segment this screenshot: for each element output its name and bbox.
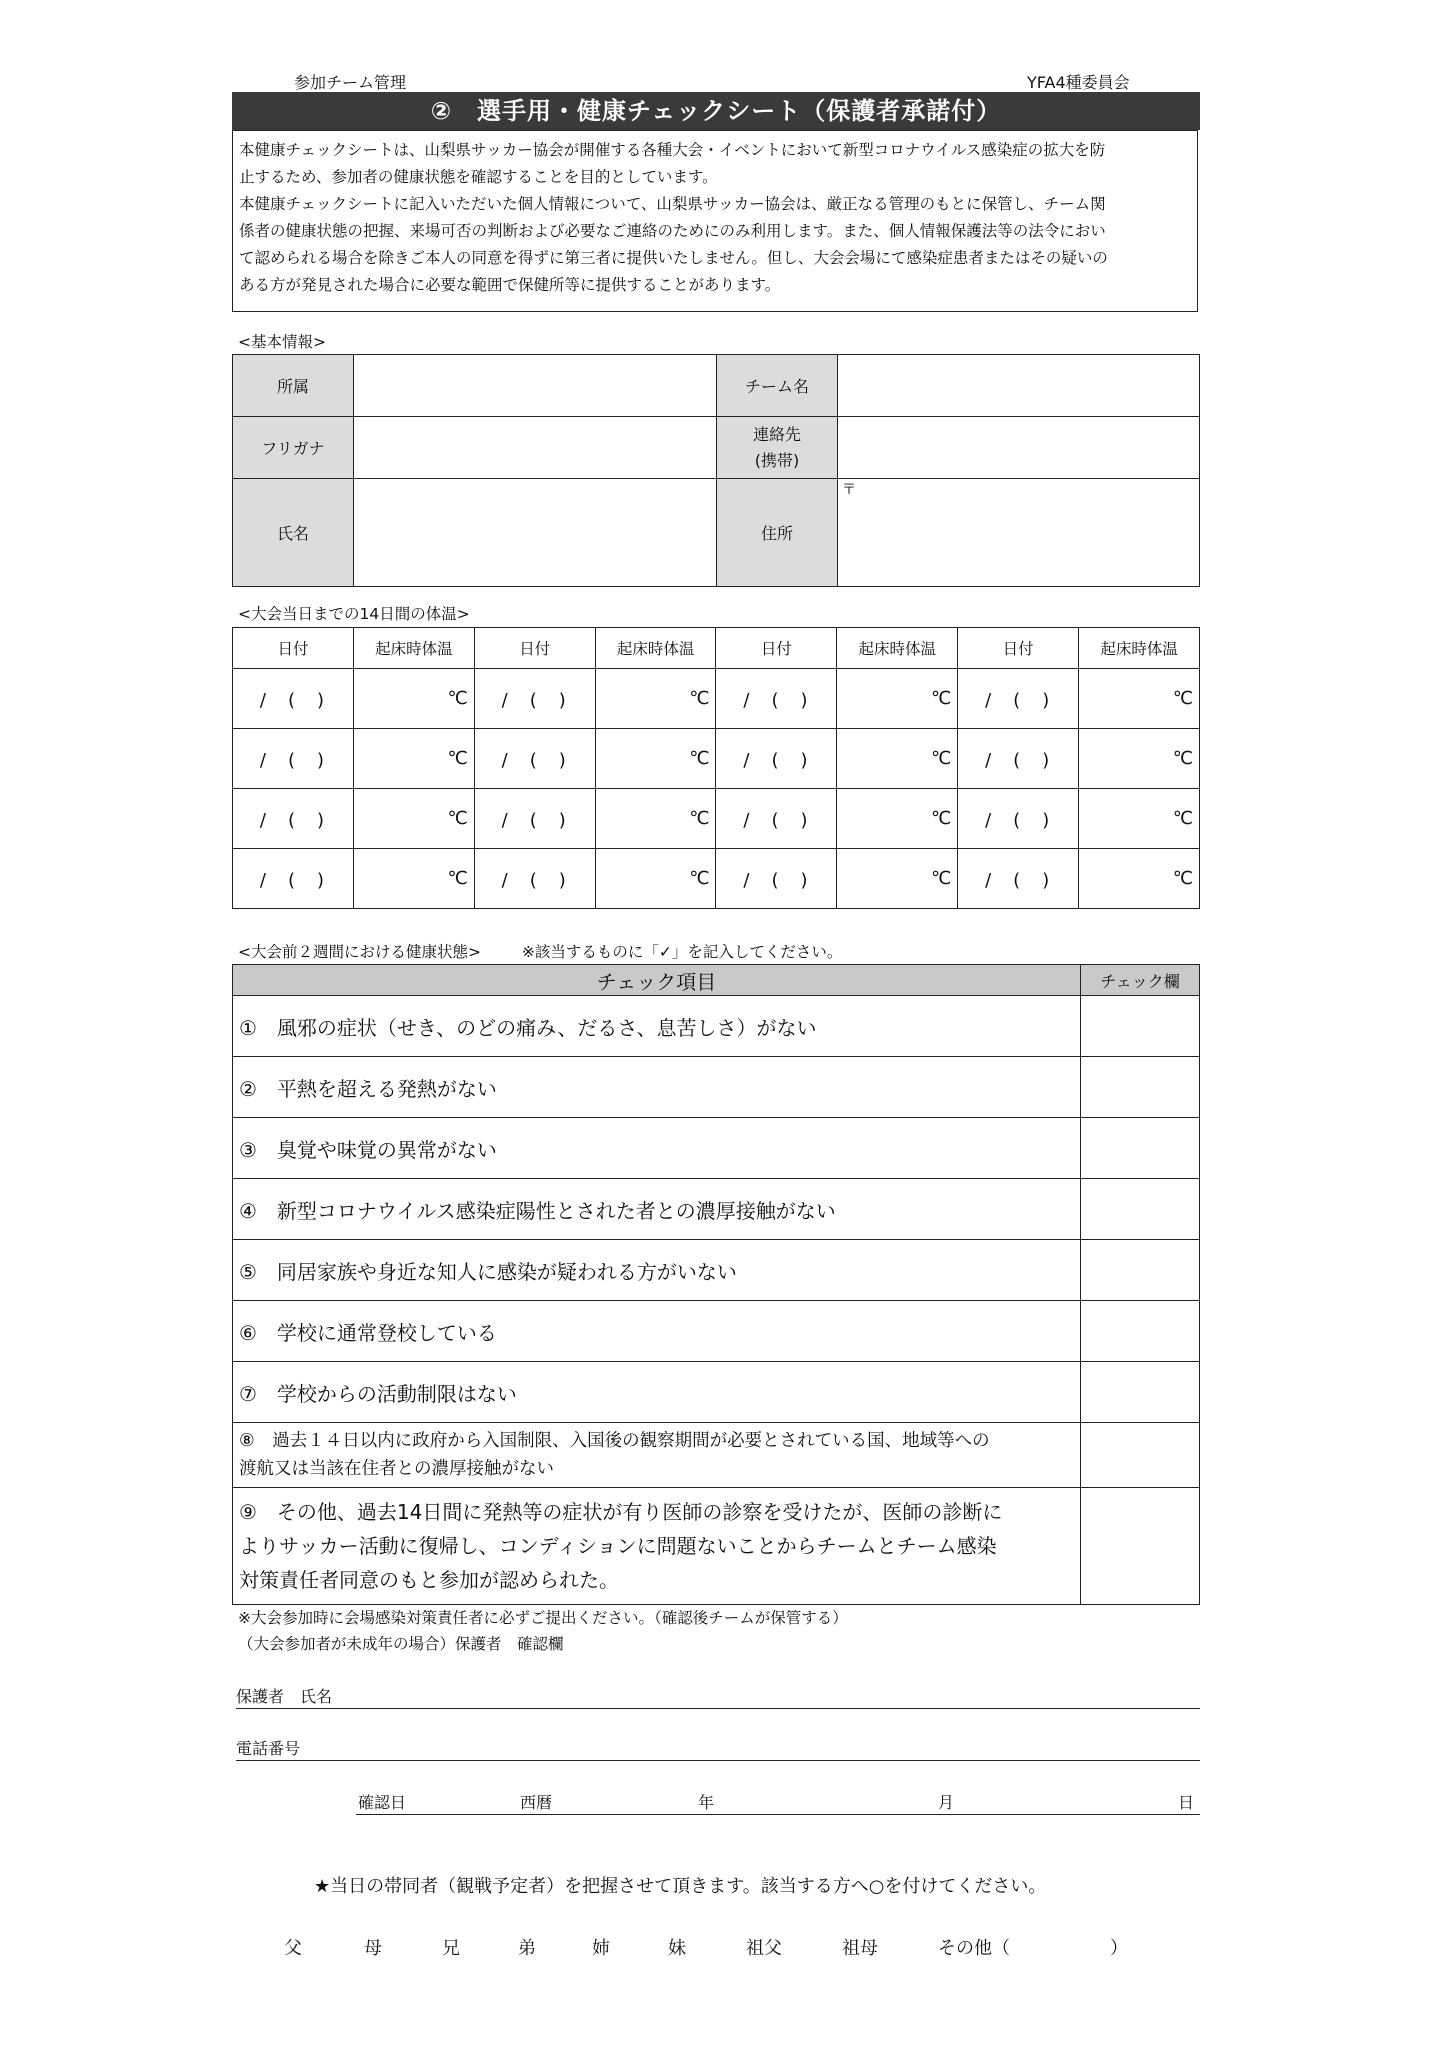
check-row [233, 1362, 1200, 1423]
temp-column-header: 起床時体温 [1079, 628, 1200, 669]
temp-column-header: 起床時体温 [595, 628, 716, 669]
companion-instruction: ★当日の帯同者（観戦予定者）を把握させて頂きます。該当する方へ○を付けてください。 [314, 1876, 1047, 1897]
temp-cell[interactable]: ℃ [837, 849, 958, 909]
date-cell[interactable]: / ( ) [233, 669, 354, 729]
intro-text-box [232, 130, 1198, 312]
intro-line: ある方が発見された場合に必要な範囲で保健所等に提供することがあります。 [239, 276, 781, 294]
check-row [233, 1179, 1200, 1240]
date-cell[interactable]: / ( ) [716, 789, 837, 849]
intro-line: 本健康チェックシートに記入いただいた個人情報について、山梨県サッカー協会は、厳正なる管理のもとに保管し、チーム関 [239, 195, 1106, 213]
confirm-date-field[interactable] [356, 1788, 1200, 1815]
check-box-cell[interactable] [1081, 1118, 1200, 1179]
companion-option-older-brother[interactable]: 兄 [442, 1938, 460, 1959]
date-cell[interactable]: / ( ) [474, 789, 595, 849]
date-column-header: 日付 [474, 628, 595, 669]
guardian-note: （大会参加者が未成年の場合）保護者 確認欄 [238, 1635, 564, 1653]
date-cell[interactable]: / ( ) [233, 729, 354, 789]
temp-column-header: 起床時体温 [353, 628, 474, 669]
check-instruction: ※該当するものに「✓」を記入してください。 [521, 943, 843, 961]
contact-label-line: (携帯) [754, 450, 800, 470]
check-box-cell[interactable] [1081, 1362, 1200, 1423]
submit-note: ※大会参加時に会場感染対策責任者に必ずご提出ください。（確認後チームが保管する） [238, 1609, 848, 1627]
check-row [233, 1240, 1200, 1301]
companion-option-mother[interactable]: 母 [364, 1938, 382, 1959]
health-check-table [232, 964, 1200, 1605]
basic-info-table [232, 354, 1200, 587]
intro-line: 本健康チェックシートは、山梨県サッカー協会が開催する各種大会・イベントにおいて新型コロナウイルス感染症の拡大を防 [239, 141, 1106, 159]
companion-option-other-close: ） [1110, 1938, 1128, 1959]
temp-cell[interactable]: ℃ [595, 789, 716, 849]
check-item-text: ① 風邪の症状（せき、のどの痛み、だるさ、息苦しさ）がない [233, 996, 1081, 1057]
header-right-label: YFA4種委員会 [1027, 73, 1130, 92]
check-item-text: ③ 臭覚や味覚の異常がない [233, 1118, 1081, 1179]
header-left-label: 参加チーム管理 [294, 73, 407, 92]
shozoku-label: 所属 [233, 355, 354, 417]
check-box-cell[interactable] [1081, 1301, 1200, 1362]
furigana-label: フリガナ [233, 417, 354, 479]
temp-column-header: 起床時体温 [837, 628, 958, 669]
intro-line: 止するため、参加者の健康状態を確認することを目的としています。 [239, 168, 718, 186]
date-cell[interactable]: / ( ) [474, 729, 595, 789]
check-box-cell[interactable] [1081, 1423, 1200, 1488]
check-row [233, 1118, 1200, 1179]
check-item-line: よりサッカー活動に復帰し、コンディションに問題ないことからチームとチーム感染 [239, 1534, 997, 1558]
check-item-text: ⑤ 同居家族や身近な知人に感染が疑われる方がいない [233, 1240, 1081, 1301]
temp-cell[interactable]: ℃ [353, 849, 474, 909]
companion-option-other[interactable]: その他（ [938, 1938, 1010, 1959]
date-cell[interactable]: / ( ) [716, 669, 837, 729]
confirm-date-label: 確認日 [358, 1793, 407, 1812]
date-cell[interactable]: / ( ) [958, 669, 1079, 729]
temp-cell[interactable]: ℃ [837, 729, 958, 789]
contact-label [717, 417, 838, 479]
check-row [233, 1057, 1200, 1118]
month-label: 月 [938, 1793, 955, 1812]
date-cell[interactable]: / ( ) [233, 849, 354, 909]
companion-option-grandfather[interactable]: 祖父 [746, 1938, 782, 1959]
check-item-line: ⑧ 過去１４日以内に政府から入国制限、入国後の観察期間が必要とされている国、地域等への [239, 1431, 990, 1451]
temperature-row [233, 669, 1200, 729]
check-box-cell[interactable] [1081, 1240, 1200, 1301]
temp-cell[interactable]: ℃ [837, 669, 958, 729]
date-cell[interactable]: / ( ) [233, 789, 354, 849]
health-section-title: <大会前２週間における健康状態> [238, 943, 481, 961]
companion-option-grandmother[interactable]: 祖母 [842, 1938, 878, 1959]
check-item-text: ⑦ 学校からの活動制限はない [233, 1362, 1081, 1423]
phone-label: 電話番号 [236, 1739, 301, 1758]
team-name-label: チーム名 [717, 355, 838, 417]
date-column-header: 日付 [233, 628, 354, 669]
era-label: 西暦 [520, 1793, 553, 1812]
furigana-field[interactable] [354, 417, 717, 479]
guardian-name-label: 保護者 氏名 [236, 1687, 333, 1706]
check-item-text [233, 1423, 1081, 1488]
basic-info-section-label: <基本情報> [238, 333, 326, 351]
intro-line: て認められる場合を除きご本人の同意を得ずに第三者に提供いたしません。但し、大会会場にて感染症患者またはその疑いの [239, 249, 1108, 267]
check-item-line: 対策責任者同意のもと参加が認められた。 [239, 1568, 619, 1592]
check-box-cell[interactable] [1081, 996, 1200, 1057]
temperature-table [232, 627, 1200, 909]
temperature-row [233, 729, 1200, 789]
date-cell[interactable]: / ( ) [716, 729, 837, 789]
shozoku-field[interactable] [354, 355, 717, 417]
day-label: 日 [1178, 1793, 1195, 1812]
temp-cell[interactable]: ℃ [353, 669, 474, 729]
intro-line: 係者の健康状態の把握、来場可否の判断および必要なご連絡のためにのみ利用します。また、個人情報保護法等の法令におい [239, 222, 1106, 240]
temperature-row [233, 789, 1200, 849]
companion-option-younger-brother[interactable]: 弟 [518, 1938, 536, 1959]
phone-field[interactable] [236, 1736, 1200, 1761]
year-label: 年 [698, 1793, 715, 1812]
check-item-text: ② 平熱を超える発熱がない [233, 1057, 1081, 1118]
temp-cell[interactable]: ℃ [837, 789, 958, 849]
name-field[interactable] [354, 479, 717, 587]
temp-cell[interactable]: ℃ [1079, 729, 1200, 789]
health-section-label [238, 940, 842, 962]
check-row [233, 1301, 1200, 1362]
temp-cell[interactable]: ℃ [1079, 789, 1200, 849]
check-row [233, 996, 1200, 1057]
date-column-header: 日付 [958, 628, 1079, 669]
check-item-text: ⑥ 学校に通常登校している [233, 1301, 1081, 1362]
check-row [233, 1488, 1200, 1605]
check-item-text [233, 1488, 1081, 1605]
temp-cell[interactable]: ℃ [595, 729, 716, 789]
temp-cell[interactable]: ℃ [1079, 849, 1200, 909]
temp-cell[interactable]: ℃ [595, 849, 716, 909]
date-cell[interactable]: / ( ) [474, 849, 595, 909]
temp-cell[interactable]: ℃ [595, 669, 716, 729]
temp-cell[interactable]: ℃ [1079, 669, 1200, 729]
check-box-cell[interactable] [1081, 1488, 1200, 1605]
contact-label-line: 連絡先 [752, 424, 801, 444]
address-label: 住所 [717, 479, 838, 587]
contact-field[interactable] [838, 417, 1200, 479]
guardian-name-field[interactable] [236, 1684, 1200, 1709]
date-cell[interactable]: / ( ) [474, 669, 595, 729]
date-cell[interactable]: / ( ) [958, 729, 1079, 789]
temp-cell[interactable]: ℃ [353, 729, 474, 789]
address-field[interactable] [838, 479, 1200, 587]
postal-mark: 〒 [842, 482, 856, 498]
team-name-field[interactable] [838, 355, 1200, 417]
companion-option-younger-sister[interactable]: 妹 [668, 1938, 686, 1959]
check-item-text: ④ 新型コロナウイルス感染症陽性とされた者との濃厚接触がない [233, 1179, 1081, 1240]
check-box-cell[interactable] [1081, 1179, 1200, 1240]
check-item-header: チェック項目 [233, 965, 1081, 996]
date-cell[interactable]: / ( ) [958, 789, 1079, 849]
companion-option-older-sister[interactable]: 姉 [592, 1938, 610, 1959]
check-box-cell[interactable] [1081, 1057, 1200, 1118]
check-item-line: ⑨ その他、過去14日間に発熱等の症状が有り医師の診察を受けたが、医師の診断に [239, 1500, 1003, 1524]
date-cell[interactable]: / ( ) [958, 849, 1079, 909]
date-cell[interactable]: / ( ) [716, 849, 837, 909]
page-title: ② 選手用・健康チェックシート（保護者承諾付） [232, 92, 1200, 130]
check-column-header: チェック欄 [1081, 965, 1200, 996]
date-column-header: 日付 [716, 628, 837, 669]
temp-cell[interactable]: ℃ [353, 789, 474, 849]
temperature-section-label: <大会当日までの14日間の体温> [238, 605, 470, 623]
check-row [233, 1423, 1200, 1488]
companion-option-father[interactable]: 父 [284, 1938, 302, 1959]
name-label: 氏名 [233, 479, 354, 587]
temperature-row [233, 849, 1200, 909]
check-item-line: 渡航又は当該在住者との濃厚接触がない [239, 1459, 554, 1479]
